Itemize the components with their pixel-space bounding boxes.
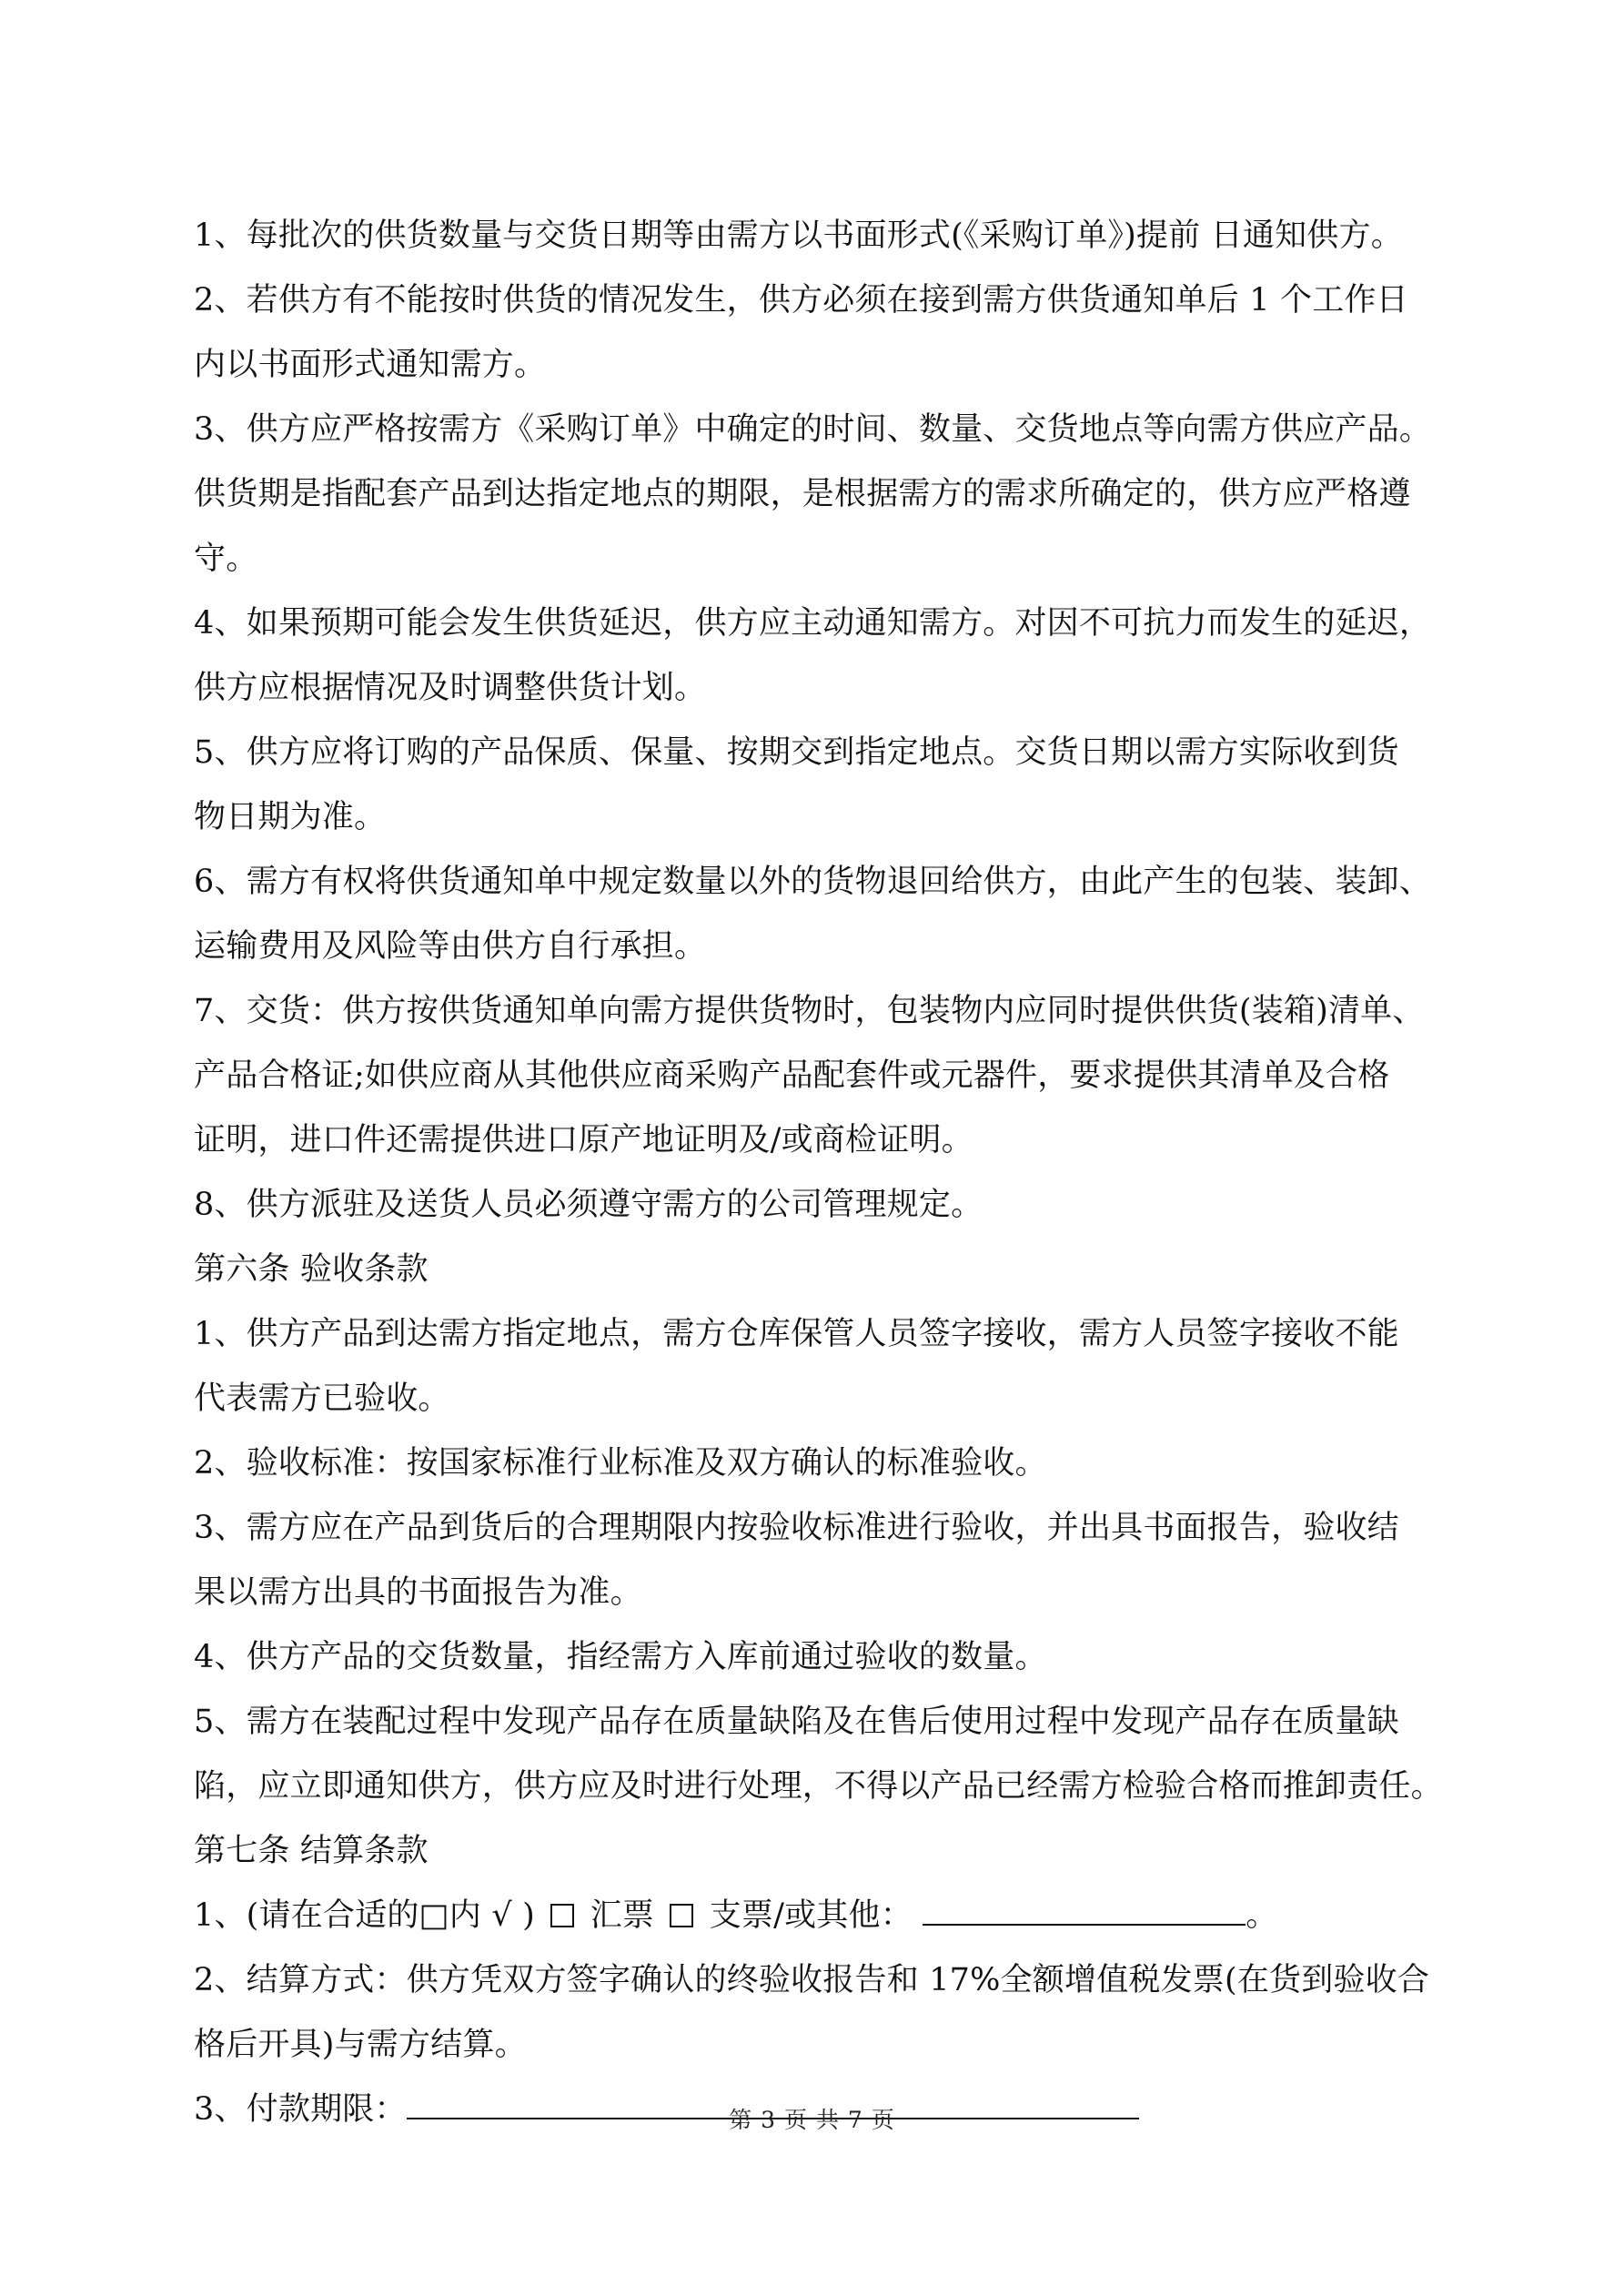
text-line: 5、需方在装配过程中发现产品存在质量缺陷及在售后使用过程中发现产品存在质量缺 (194, 1704, 1399, 1740)
section-heading: 第六条 验收条款 (194, 1251, 429, 1288)
settlement-options-line (194, 1884, 1436, 1948)
check-checkbox[interactable] (670, 1904, 693, 1927)
text-line: 供货期是指配套产品到达指定地点的期限，是根据需方的需求所确定的，供方应严格遵 (194, 476, 1411, 512)
document-body (194, 204, 1443, 2142)
check-option-label: 支票/或其他： (709, 1897, 913, 1934)
text-line: 内以书面形式通知需方。 (194, 347, 547, 383)
text-line: 2、验收标准：按国家标准行业标准及双方确认的标准验收。 (194, 1445, 1047, 1482)
text-line: 2、若供方有不能按时供货的情况发生，供方必须在接到需方供货通知单后 1 个工作日 (194, 282, 1408, 319)
page-footer (0, 2102, 1624, 2135)
settlement-suffix: 。 (1246, 1897, 1278, 1934)
text-line: 供方应根据情况及时调整供货计划。 (194, 670, 707, 706)
text-line: 7、交货：供方按供货通知单向需方提供货物时，包装物内应同时提供供货(装箱)清单、 (194, 993, 1425, 1029)
text-line: 果以需方出具的书面报告为准。 (194, 1574, 642, 1611)
text-line: 陷，应立即通知供方，供方应及时进行处理，不得以产品已经需方检验合格而推卸责任。 (194, 1768, 1443, 1805)
text-line: 4、供方产品的交货数量，指经需方入库前通过验收的数量。 (194, 1639, 1047, 1675)
settlement-prefix: 1、(请在合适的□内 √ ) (194, 1897, 536, 1934)
text-line: 5、供方应将订购的产品保质、保量、按期交到指定地点。交货日期以需方实际收到货 (194, 734, 1399, 771)
text-line: 1、每批次的供货数量与交货日期等由需方以书面形式(《采购订单》)提前 日通知供方。 (194, 217, 1403, 254)
page-number: 第 3 页 共 7 页 (729, 2107, 895, 2133)
text-line: 1、供方产品到达需方指定地点，需方仓库保管人员签字接收，需方人员签字接收不能 (194, 1316, 1399, 1352)
text-line: 运输费用及风险等由供方自行承担。 (194, 928, 707, 965)
text-line: 产品合格证;如供应商从其他供应商采购产品配套件或元器件，要求提供其清单及合格 (194, 1057, 1390, 1094)
payment-term-label: 3、付款期限： (194, 2091, 407, 2128)
text-line: 物日期为准。 (194, 799, 387, 835)
text-line: 4、如果预期可能会发生供货延迟，供方应主动通知需方。对因不可抗力而发生的延迟， (194, 605, 1432, 642)
text-line: 证明，进口件还需提供进口原产地证明及/或商检证明。 (194, 1122, 973, 1158)
text-line: 3、供方应严格按需方《采购订单》中确定的时间、数量、交货地点等向需方供应产品。 (194, 411, 1432, 448)
text-line: 6、需方有权将供货通知单中规定数量以外的货物退回给供方，由此产生的包装、装卸、 (194, 864, 1432, 900)
other-method-blank[interactable] (923, 1896, 1246, 1926)
section-heading: 第七条 结算条款 (194, 1833, 429, 1869)
draft-checkbox[interactable] (550, 1904, 574, 1927)
paragraph (194, 204, 1443, 2142)
draft-option-label: 汇票 (590, 1897, 655, 1934)
text-line: 代表需方已验收。 (194, 1381, 450, 1417)
text-line: 格后开具)与需方结算。 (194, 2027, 527, 2063)
text-line: 2、结算方式：供方凭双方签字确认的终验收报告和 17%全额增值税发票(在货到验收合 (194, 1962, 1430, 1998)
text-line: 3、需方应在产品到货后的合理期限内按验收标准进行验收，并出具书面报告，验收结 (194, 1510, 1399, 1546)
text-line: 8、供方派驻及送货人员必须遵守需方的公司管理规定。 (194, 1187, 983, 1223)
text-line: 守。 (194, 541, 258, 577)
